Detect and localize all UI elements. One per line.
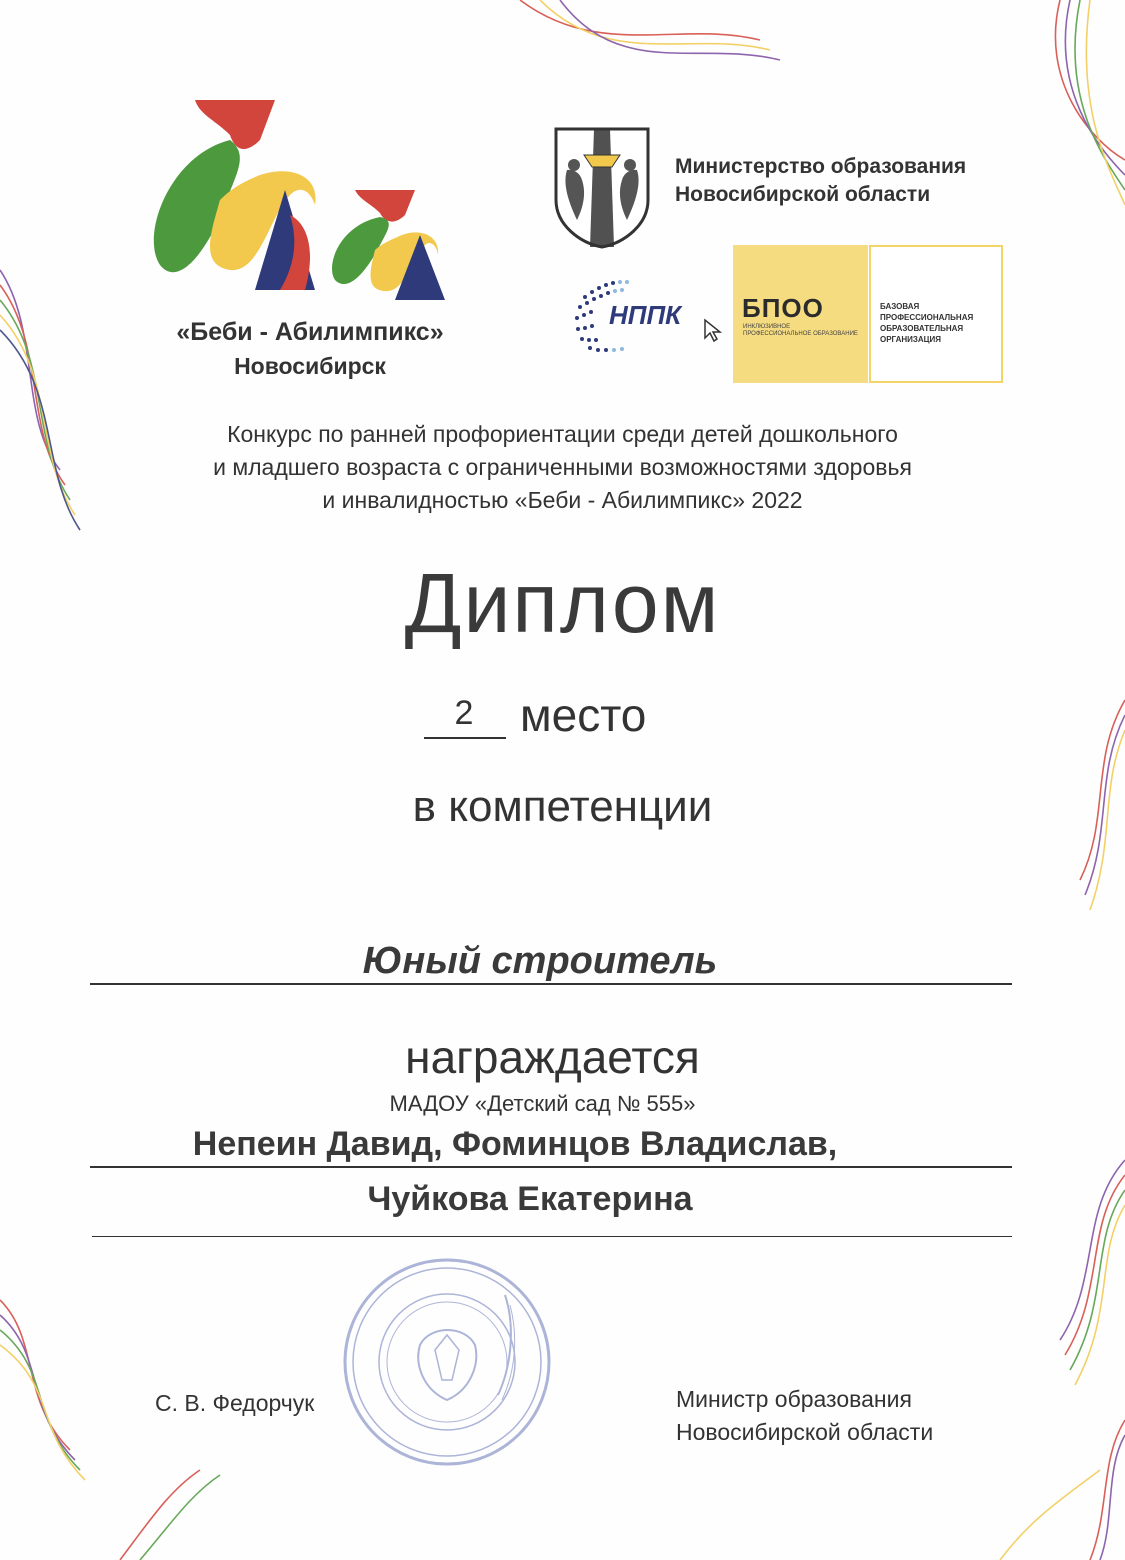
ministry-line-2: Новосибирской области: [675, 183, 931, 206]
nppk-logo: [565, 262, 730, 362]
awarded-label: награждается: [405, 1031, 700, 1083]
signer-position-line-2: Новосибирской области: [676, 1419, 934, 1445]
contest-line-3: и инвалидностью «Беби - Абилимпикс» 2022: [322, 487, 803, 513]
novosibirsk-coat-of-arms-icon: [552, 125, 652, 250]
contest-line-2: и младшего возраста с ограниченными возможностями здоровья: [213, 454, 912, 480]
recipients-underline-1: [90, 1166, 1012, 1168]
place-underline: [424, 737, 506, 739]
baby-abilympics-logo: [140, 95, 470, 310]
recipients-line-1: Непеин Давид, Фоминцов Владислав,: [192, 1125, 838, 1163]
official-stamp: [340, 1255, 555, 1470]
nppk-label: НППК: [609, 300, 682, 330]
diploma-title: Диплом: [404, 556, 721, 650]
competence-label: в компетенции: [412, 782, 713, 831]
contest-line-1: Конкурс по ранней профориентации среди детей дошкольного: [227, 421, 898, 447]
recipients-line-2: Чуйкова Екатерина: [367, 1180, 693, 1218]
place-number: 2: [454, 694, 474, 732]
competence-name: Юный строитель: [362, 940, 718, 982]
bpoo-caption: ИНКЛЮЗИВНОЕ ПРОФЕССИОНАЛЬНОЕ ОБРАЗОВАНИЕ: [743, 324, 858, 337]
organization-name: МАДОУ «Детский сад № 555»: [389, 1091, 696, 1116]
bpoo-info-text: БАЗОВАЯ ПРОФЕССИОНАЛЬНАЯ ОБРАЗОВАТЕЛЬНАЯ ОРГАНИЗАЦИЯ: [880, 302, 974, 344]
competence-underline: [90, 983, 1012, 985]
ministry-name: [675, 153, 1005, 209]
bpoo-title: БПОО: [742, 293, 824, 323]
signer-name: С. В. Федорчук: [155, 1390, 315, 1416]
contest-description: [95, 418, 1030, 517]
recipients-underline-2: [92, 1236, 1012, 1237]
place-word: место: [520, 689, 647, 741]
signer-position: [676, 1383, 1016, 1449]
logo-subtitle: Новосибирск: [234, 353, 386, 379]
signer-position-line-1: Министр образования: [676, 1386, 912, 1412]
ministry-line-1: Министерство образования: [675, 155, 967, 178]
logo-title: «Беби - Абилимпикс»: [176, 318, 444, 346]
